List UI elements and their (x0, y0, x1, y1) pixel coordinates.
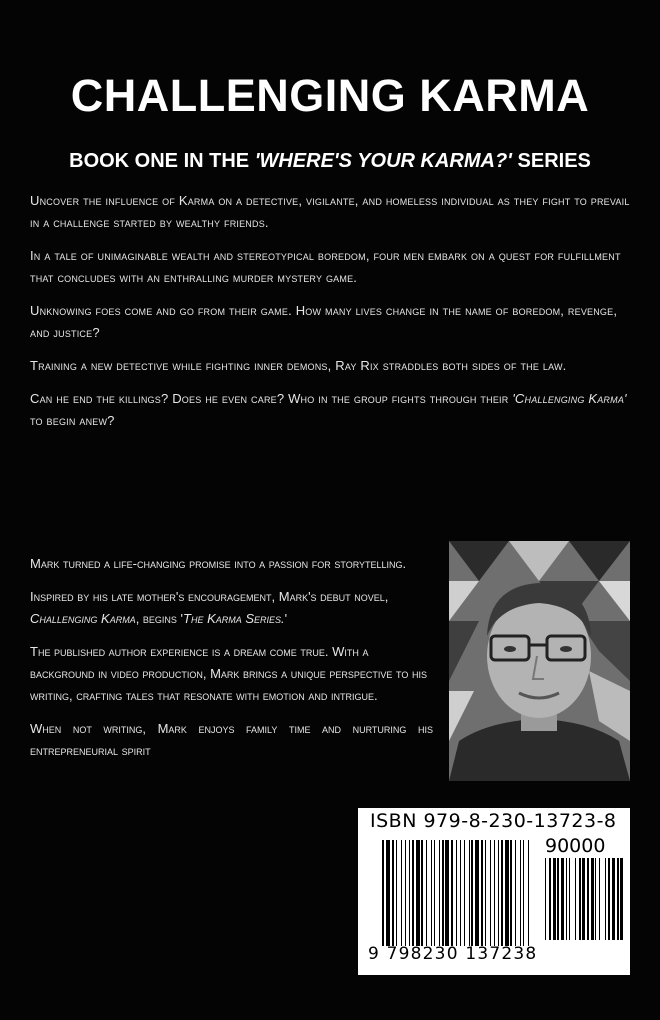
barcode-bar (528, 840, 529, 946)
series-subtitle (0, 150, 660, 173)
barcode-bar (405, 840, 406, 946)
barcode-bar (434, 840, 435, 946)
bio-paragraph: Mark turned a life-changing promise into a passion for storytelling. (30, 556, 407, 571)
barcode-bar (460, 840, 461, 946)
ean-barcode (382, 840, 532, 946)
barcode-bar (485, 840, 486, 946)
subtitle-suffix: SERIES (511, 150, 591, 172)
barcode-bar (481, 840, 483, 946)
subtitle-prefix: BOOK ONE IN THE (69, 150, 255, 172)
barcode-bar (575, 858, 576, 940)
addon-barcode (545, 858, 623, 940)
barcode-bar (442, 840, 444, 946)
barcode-bar (416, 840, 420, 946)
barcode-bar (582, 858, 585, 940)
barcode-bar (515, 840, 516, 946)
barcode-bar (505, 840, 509, 946)
bio-series-title: The Karma Series. (183, 611, 285, 626)
barcode-bar (605, 858, 606, 940)
author-photo (449, 541, 630, 781)
barcode-bar (591, 858, 594, 940)
barcode-bar (617, 858, 619, 940)
bio-paragraph (30, 586, 433, 630)
barcode-bar (382, 840, 384, 946)
barcode-bar (456, 840, 457, 946)
blurb-paragraph: Unknowing foes come and go from their game. How many lives change in the name of boredom, revenge, and justice? (30, 303, 618, 340)
author-bio (30, 553, 433, 773)
barcode-bar (608, 858, 610, 940)
barcode-bar (439, 840, 440, 946)
barcode-bar (561, 858, 564, 940)
bio-text: , begins ' (135, 611, 184, 626)
barcode-bar (464, 840, 465, 946)
barcode-bar (451, 840, 453, 946)
barcode-bar (401, 840, 402, 946)
barcode-bar (595, 858, 596, 940)
barcode-bar (421, 840, 423, 946)
barcode-bar (475, 840, 479, 946)
barcode-bar (386, 840, 390, 946)
blurb-paragraph: Training a new detective while fighting inner demons, Ray Rix straddles both sides of the law. (30, 358, 567, 373)
barcode-bar (612, 858, 615, 940)
bio-book-title: Challenging Karma (30, 611, 136, 626)
blurb-paragraph (30, 388, 630, 432)
bio-paragraph: When not writing, Mark enjoys family time and nurturing his entrepreneurial spirit (30, 721, 433, 758)
bio-text: ' (284, 611, 288, 626)
ean-digits: 9 798230 137238 (368, 944, 538, 964)
author-portrait-illustration (449, 541, 630, 781)
barcode-bar (569, 858, 570, 940)
bio-text: Inspired by his late mother's encouragement, Mark's debut novel, (30, 589, 389, 604)
barcode-bar (587, 858, 589, 940)
barcode-bar (620, 858, 623, 940)
barcode-bar (549, 858, 551, 940)
barcode-bar (412, 840, 414, 946)
barcode-bar (566, 858, 567, 940)
barcode-bar (469, 840, 470, 946)
blurb-paragraph: Uncover the influence of Karma on a detective, vigilante, and homeless individual as they fight to prevail in a challenge started by wealthy friends. (30, 193, 630, 230)
barcode-bar (520, 840, 521, 946)
barcode-bar (545, 858, 546, 940)
book-title: CHALLENGING KARMA (70, 70, 590, 121)
barcode-bar (431, 840, 432, 946)
barcode-bar (557, 858, 559, 940)
barcode-bar (392, 840, 394, 946)
barcode-bar (471, 840, 473, 946)
barcode-bar (553, 858, 556, 940)
blurb-text: Can he end the killings? Does he even care? Who in the group fights through their (30, 391, 513, 406)
barcode-bar (494, 840, 495, 946)
price-code: 90000 (545, 835, 606, 857)
bio-paragraph: The published author experience is a dream come true. With a background in video production, Mark brings a unique perspective to his writing, crafting tales that resonate with emotion and intrigue. (30, 644, 427, 703)
barcode-bar (396, 840, 397, 946)
blurb-title-italic: 'Challenging Karma' (512, 391, 627, 406)
barcode-bar (510, 840, 512, 946)
series-name: 'WHERE'S YOUR KARMA?' (254, 150, 512, 172)
barcode-bar (445, 840, 449, 946)
book-blurb (30, 190, 630, 443)
barcode-bar (490, 840, 491, 946)
barcode-bar (409, 840, 410, 946)
isbn-label: ISBN 979-8-230-13723-8 (370, 810, 617, 832)
barcode-bar (523, 840, 524, 946)
blurb-paragraph: In a tale of unimaginable wealth and stereotypical boredom, four men embark on a quest for fulfillment that concludes with an enthralling murder mystery game. (30, 248, 621, 285)
barcode-bar (599, 858, 600, 940)
barcode-bar (498, 840, 499, 946)
barcode-bar (501, 840, 503, 946)
barcode-bar (579, 858, 581, 940)
barcode-bar (426, 840, 427, 946)
blurb-text: to begin anew? (30, 413, 115, 428)
